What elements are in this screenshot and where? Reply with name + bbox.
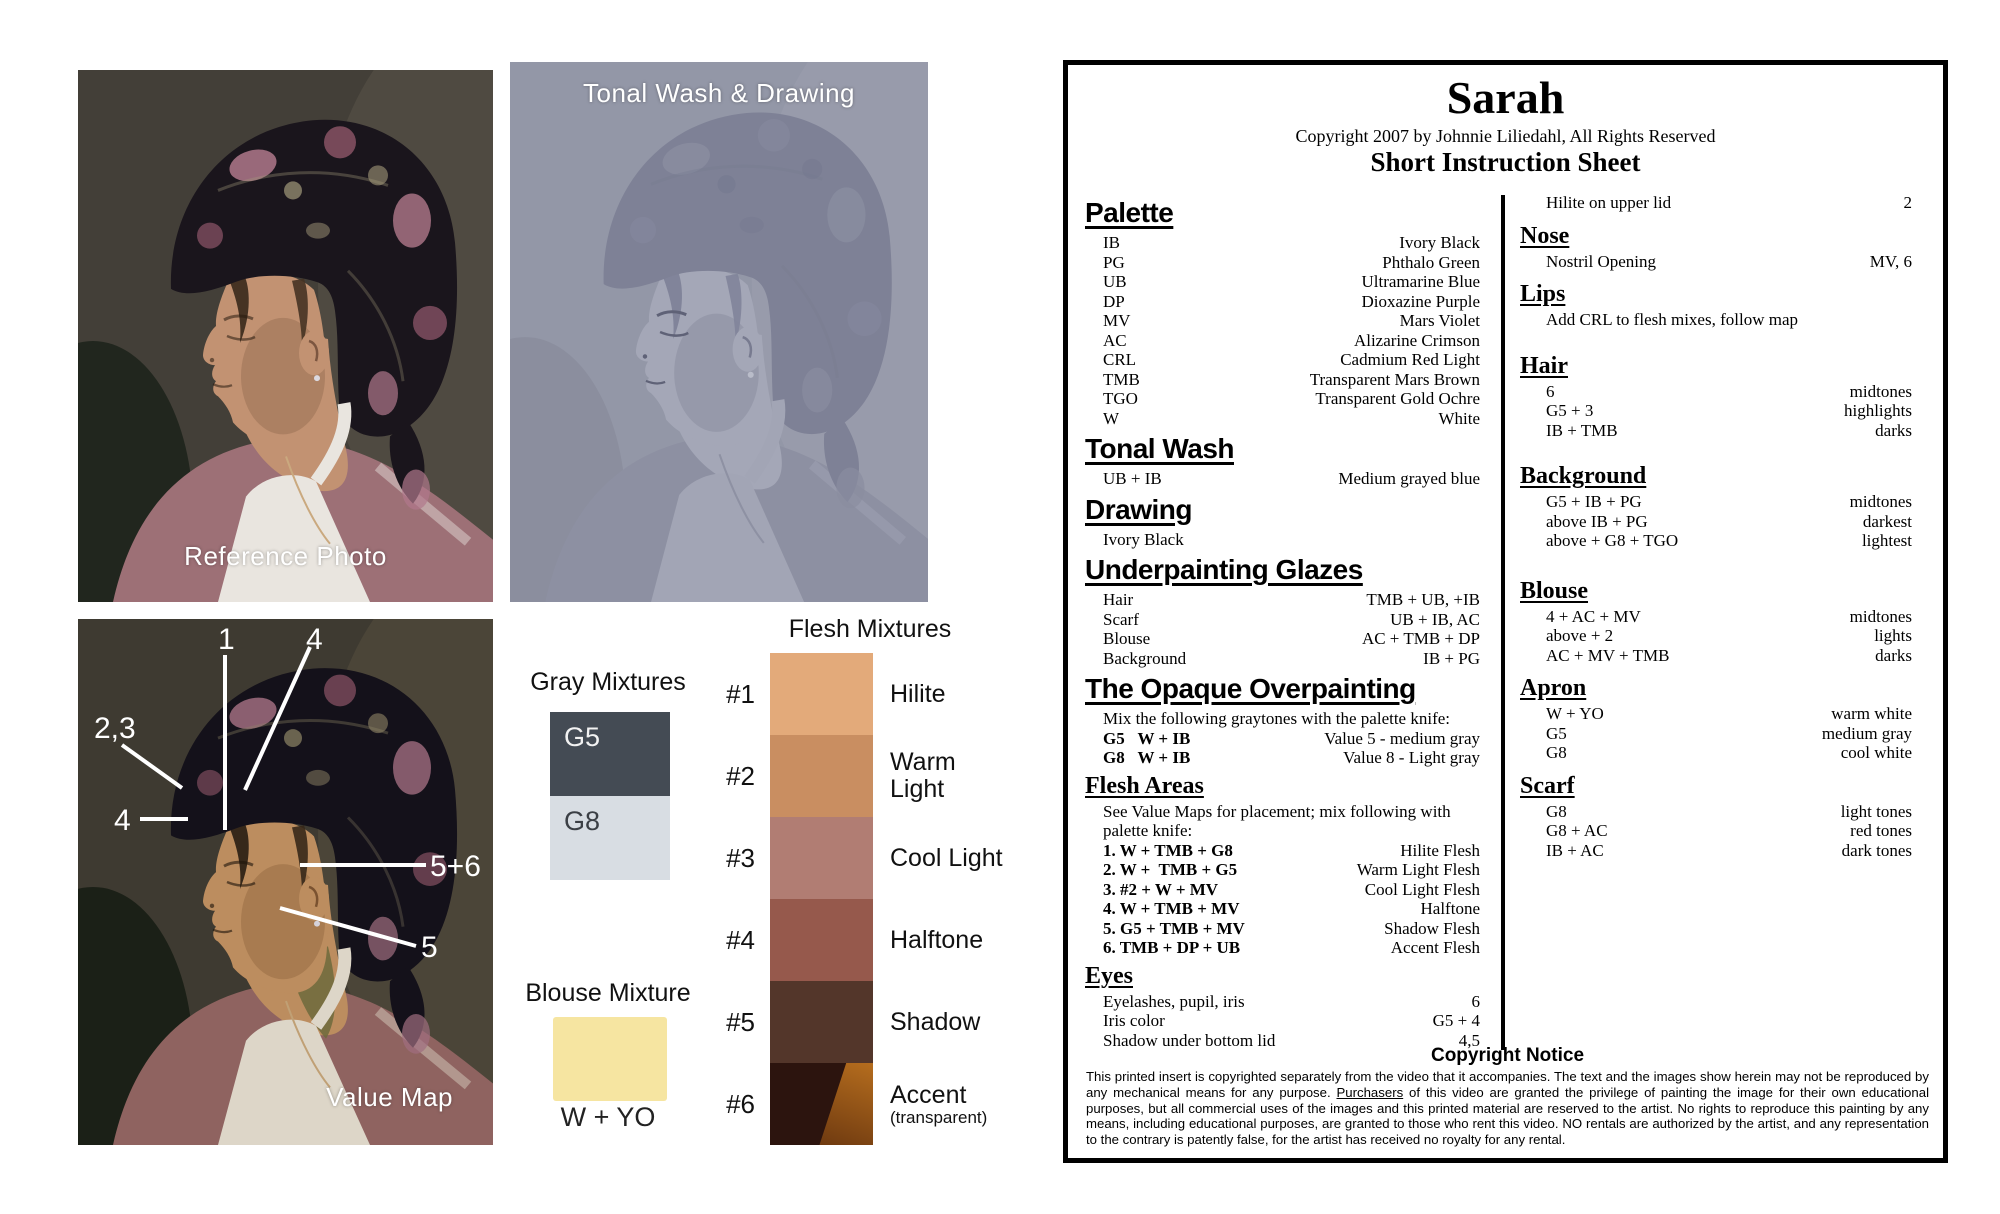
- row-label: W: [1103, 408, 1120, 428]
- instruction-row: [1085, 389, 1480, 409]
- row-value: midtones: [1849, 606, 1912, 626]
- instruction-row: [1085, 331, 1480, 351]
- row-value: IB + PG: [1423, 648, 1480, 668]
- row-label: G8 + AC: [1546, 821, 1608, 840]
- row-label: 5. G5 + TMB + MV: [1103, 918, 1245, 938]
- row-value: Cadmium Red Light: [1340, 350, 1480, 369]
- instruction-row: [1520, 743, 1912, 763]
- row-value: Hilite Flesh: [1400, 840, 1480, 860]
- flesh-number: #3: [726, 842, 755, 873]
- flesh-name-label: Cool Light: [890, 843, 1003, 872]
- gray-mixtures-swatch: [550, 712, 670, 880]
- flesh-swatch: [770, 1063, 873, 1145]
- sheet-right-column: [1520, 193, 1912, 869]
- instruction-row: [1085, 350, 1480, 370]
- instruction-row: [1520, 802, 1912, 822]
- flesh-mixture-names: [890, 653, 1014, 1145]
- row-label: above + 2: [1546, 626, 1614, 645]
- row-value: White: [1438, 408, 1480, 428]
- instruction-row: [1085, 469, 1480, 489]
- instruction-row: [1085, 292, 1480, 312]
- sheet-section: [1085, 962, 1480, 1051]
- instruction-row: [1085, 729, 1480, 749]
- section-heading: Blouse: [1520, 577, 1589, 604]
- section-heading: Scarf: [1520, 772, 1575, 799]
- instruction-row: [1085, 748, 1480, 768]
- blouse-mixture-formula: W + YO: [560, 1102, 656, 1132]
- flesh-name: [890, 735, 1014, 817]
- instruction-row: [1085, 841, 1480, 861]
- notice-text-post: of this video are granted the privilege of painting the image for their own educational purposes, but all commercial uses of the images and this printed material are reserved to the artist. No rights to reproduce this painting by any means, including educational purposes, are granted to those who rent this video. NO rentals are authorized by the artist, and any representation to the contrary is patently false, for the artist has received no royalty for any rental.: [1086, 1084, 1929, 1148]
- row-value: medium gray: [1821, 723, 1912, 743]
- instruction-row: [1520, 193, 1912, 213]
- row-label: G5 + IB + PG: [1546, 492, 1642, 511]
- row-value: Shadow Flesh: [1384, 918, 1480, 938]
- row-label: IB + AC: [1546, 840, 1604, 860]
- row-label: 4. W + TMB + MV: [1103, 899, 1240, 918]
- tonal-wash-image: [510, 62, 928, 602]
- row-value: lightest: [1861, 531, 1912, 550]
- flesh-name: [890, 653, 1014, 735]
- row-label: Scarf: [1103, 609, 1139, 629]
- row-value: Medium grayed blue: [1338, 469, 1480, 488]
- sheet-section: [1520, 577, 1912, 666]
- instruction-row: [1085, 272, 1480, 292]
- instruction-row: [1085, 530, 1480, 550]
- column-divider: [1501, 195, 1505, 1050]
- flesh-name-note: (transparent): [890, 1108, 988, 1127]
- instruction-row: [1085, 919, 1480, 939]
- section-intro: See Value Maps for placement; mix following with palette knife:: [1103, 801, 1451, 840]
- row-value: Dioxazine Purple: [1361, 291, 1480, 311]
- row-value: Value 8 - Light gray: [1343, 748, 1480, 767]
- instruction-row: [1085, 649, 1480, 669]
- sheet-section: [1520, 352, 1912, 441]
- row-label: 1. W + TMB + G8: [1103, 840, 1233, 860]
- section-heading: Lips: [1520, 281, 1566, 307]
- row-label: IB: [1103, 233, 1120, 252]
- row-value: Ivory Black: [1399, 233, 1480, 252]
- accent-glaze-patch: [819, 1063, 873, 1145]
- row-value: UB + IB, AC: [1390, 609, 1480, 629]
- sheet-section: [1085, 432, 1480, 489]
- flesh-swatch: [770, 653, 873, 735]
- row-value: AC + TMB + DP: [1361, 629, 1480, 648]
- row-value: TMB + UB, +IB: [1366, 590, 1480, 609]
- portrait-illustration: [78, 70, 493, 602]
- row-value: Halftone: [1420, 899, 1480, 918]
- row-value: red tones: [1850, 821, 1912, 840]
- row-value: Ultramarine Blue: [1361, 272, 1480, 291]
- flesh-name-label: Hilite: [890, 679, 946, 708]
- value-map-caption: Value Map: [326, 1082, 453, 1112]
- row-value: Cool Light Flesh: [1364, 879, 1480, 899]
- sheet-section: [1520, 772, 1912, 861]
- flesh-number: #5: [726, 1006, 755, 1037]
- instruction-row: [1520, 421, 1912, 441]
- g8-swatch: G8: [550, 796, 670, 880]
- sheet-section: [1520, 280, 1912, 330]
- sheet-section: [1520, 193, 1912, 213]
- row-label: 4 + AC + MV: [1546, 606, 1641, 626]
- row-label: G8: [1546, 801, 1567, 821]
- instruction-row: [1520, 492, 1912, 512]
- row-label: G8 W + IB: [1103, 748, 1191, 767]
- flesh-swatch: [770, 981, 873, 1063]
- row-label: UB + IB: [1103, 469, 1162, 488]
- g5-swatch: G5: [550, 712, 670, 796]
- flesh-number: #2: [726, 760, 755, 791]
- instruction-row: [1520, 512, 1912, 532]
- flesh-number: #6: [726, 1088, 755, 1119]
- instruction-row: [1520, 821, 1912, 841]
- section-heading: Flesh Areas: [1085, 772, 1204, 799]
- section-heading: Nose: [1520, 222, 1570, 249]
- instruction-row: [1085, 992, 1480, 1012]
- flesh-name-label: Warm Light: [890, 748, 956, 803]
- instruction-row: [1520, 531, 1912, 551]
- row-value: darks: [1875, 645, 1912, 665]
- vm-label-4-top: 4: [306, 623, 323, 656]
- flesh-mixture-numbers: [698, 653, 755, 1145]
- row-label: 2. W + TMB + G5: [1103, 860, 1238, 879]
- row-value: Alizarine Crimson: [1353, 330, 1480, 350]
- row-label: 6: [1546, 381, 1555, 401]
- row-value: 4,5: [1458, 1030, 1480, 1050]
- row-label: AC: [1103, 330, 1127, 350]
- instruction-row: [1520, 841, 1912, 861]
- row-label: TGO: [1103, 389, 1138, 408]
- instruction-row: [1085, 311, 1480, 331]
- instruction-row: [1520, 646, 1912, 666]
- row-label: CRL: [1103, 350, 1137, 369]
- gray-mixtures-title: Gray Mixtures: [530, 668, 686, 696]
- sheet-section: [1520, 674, 1912, 763]
- sheet-section: [1085, 553, 1480, 668]
- section-heading: Background: [1520, 463, 1647, 489]
- value-map-image: [78, 619, 493, 1145]
- row-label: 3. #2 + W + MV: [1103, 879, 1219, 899]
- row-value: light tones: [1840, 801, 1912, 821]
- notice-text-pre: This printed insert is copyrighted separately from the video that it accompanies. The text and the images show herein may not be reproduced by any mechanical means for any purpose.: [1086, 1069, 1929, 1100]
- portrait-illustration: [510, 62, 928, 602]
- blouse-mixture-title: Blouse Mixture: [525, 979, 691, 1007]
- instruction-row: [1085, 880, 1480, 900]
- flesh-name: [890, 817, 1014, 899]
- instruction-row: [1085, 610, 1480, 630]
- row-label: G5 W + IB: [1103, 728, 1191, 748]
- row-label: Hair: [1103, 590, 1134, 609]
- row-label: Iris color: [1103, 1011, 1165, 1030]
- row-label: AC + MV + TMB: [1546, 645, 1670, 665]
- instruction-row: [1085, 899, 1480, 919]
- row-label: Hilite on upper lid: [1546, 193, 1672, 212]
- row-label: DP: [1103, 291, 1125, 311]
- row-value: 6: [1471, 991, 1480, 1011]
- copyright-notice-heading: Copyright Notice: [1430, 1045, 1585, 1066]
- row-label: G8: [1546, 743, 1567, 762]
- instruction-row: [1085, 938, 1480, 958]
- row-value: Phthalo Green: [1382, 252, 1480, 272]
- instruction-row: [1520, 401, 1912, 421]
- instruction-sheet: [1063, 60, 1948, 1163]
- instruction-row: [1085, 233, 1480, 253]
- flesh-mixtures-title: Flesh Mixtures: [788, 615, 952, 643]
- sheet-copyright-line: Copyright 2007 by Johnnie Liliedahl, All Rights Reserved: [1295, 126, 1716, 146]
- row-label: Ivory Black: [1103, 529, 1184, 549]
- instruction-row: [1085, 253, 1480, 273]
- sheet-left-column: [1085, 193, 1480, 1054]
- instruction-row: [1085, 860, 1480, 880]
- row-label: W + YO: [1546, 704, 1604, 723]
- flesh-name-label: Accent: [890, 1081, 967, 1109]
- row-label: UB: [1103, 272, 1127, 291]
- section-heading: Eyes: [1085, 962, 1133, 989]
- instruction-row: [1520, 252, 1912, 272]
- vm-label-4-left: 4: [114, 804, 131, 837]
- row-label: PG: [1103, 252, 1125, 272]
- row-label: above IB + PG: [1546, 511, 1648, 531]
- row-label: G5 + 3: [1546, 401, 1594, 420]
- flesh-swatch: [770, 735, 873, 817]
- row-label: TMB: [1103, 369, 1140, 389]
- blouse-mixture-swatch: [553, 1017, 667, 1101]
- sheet-section: [1520, 222, 1912, 272]
- reference-photo-image: [78, 70, 493, 602]
- section-heading: Palette: [1085, 197, 1174, 228]
- instruction-row: [1520, 704, 1912, 724]
- tonal-wash-caption: Tonal Wash & Drawing: [582, 78, 856, 108]
- row-value: Warm Light Flesh: [1356, 860, 1480, 879]
- row-label: 6. TMB + DP + UB: [1103, 938, 1241, 957]
- row-value: Transparent Mars Brown: [1309, 369, 1480, 389]
- sheet-header: [1068, 73, 1943, 177]
- flesh-number: #4: [726, 924, 755, 955]
- instruction-row: [1520, 626, 1912, 646]
- section-heading: The Opaque Overpainting: [1085, 673, 1416, 704]
- vm-label-2-3: 2,3: [94, 712, 136, 745]
- flesh-name-label: Halftone: [890, 925, 984, 954]
- row-value: warm white: [1831, 704, 1912, 723]
- flesh-name: [890, 1063, 1014, 1145]
- sheet-section: [1085, 493, 1480, 550]
- row-label: Blouse: [1103, 629, 1151, 648]
- vm-label-5-6: 5+6: [430, 850, 481, 883]
- flesh-name: [890, 981, 1014, 1063]
- reference-photo-caption: Reference Photo: [184, 541, 387, 571]
- row-value: midtones: [1849, 492, 1912, 511]
- row-value: midtones: [1849, 381, 1912, 401]
- row-value: highlights: [1843, 401, 1912, 420]
- sheet-section: [1085, 672, 1480, 768]
- row-value: 2: [1903, 193, 1912, 212]
- sheet-section: [1085, 772, 1480, 958]
- sheet-section: [1085, 196, 1480, 428]
- row-value: Accent Flesh: [1390, 938, 1480, 957]
- row-value: Value 5 - medium gray: [1324, 728, 1480, 748]
- flesh-swatch: [770, 817, 873, 899]
- value-map-annotations: [78, 619, 493, 1145]
- row-value: darkest: [1862, 511, 1912, 531]
- flesh-mixture-swatches: [770, 653, 873, 1145]
- section-heading: Drawing: [1085, 493, 1192, 525]
- row-label: Add CRL to flesh mixes, follow map: [1546, 310, 1798, 329]
- sheet-subtitle: Short Instruction Sheet: [1370, 147, 1641, 177]
- instruction-row: [1520, 310, 1912, 330]
- vm-label-5: 5: [421, 931, 438, 964]
- instruction-row: [1085, 409, 1480, 429]
- row-value: G5 + 4: [1432, 1011, 1480, 1030]
- row-label: above + G8 + TGO: [1546, 531, 1679, 550]
- sheet-section: [1520, 462, 1912, 551]
- section-heading: Underpainting Glazes: [1085, 554, 1363, 585]
- section-heading: Tonal Wash: [1085, 433, 1234, 464]
- row-label: Shadow under bottom lid: [1103, 1030, 1276, 1050]
- notice-underlined-word: Purchasers: [1336, 1084, 1404, 1100]
- flesh-swatch: [770, 899, 873, 981]
- instruction-row: [1520, 607, 1912, 627]
- row-label: Nostril Opening: [1546, 251, 1657, 271]
- instruction-row: [1085, 370, 1480, 390]
- instruction-row: [1520, 724, 1912, 744]
- row-label: IB + TMB: [1546, 420, 1618, 440]
- copyright-notice: [1086, 1045, 1929, 1148]
- flesh-number: #1: [726, 678, 755, 709]
- flesh-name-label: Shadow: [890, 1007, 981, 1036]
- vm-label-1: 1: [218, 623, 235, 656]
- row-label: MV: [1103, 311, 1131, 330]
- instruction-row: [1085, 590, 1480, 610]
- section-intro: Mix the following graytones with the palette knife:: [1103, 709, 1451, 728]
- section-heading: Apron: [1520, 675, 1587, 701]
- copyright-notice-body: [1086, 1069, 1929, 1148]
- row-value: Transparent Gold Ochre: [1315, 389, 1480, 408]
- instruction-row: [1085, 1011, 1480, 1031]
- flesh-name: [890, 899, 1014, 981]
- sheet-title: Sarah: [1446, 72, 1565, 123]
- row-value: dark tones: [1841, 840, 1912, 860]
- instruction-row: [1520, 382, 1912, 402]
- row-value: lights: [1874, 626, 1912, 645]
- row-label: G5: [1546, 723, 1567, 743]
- row-value: cool white: [1840, 743, 1912, 762]
- row-label: Eyelashes, pupil, iris: [1103, 991, 1245, 1011]
- row-value: Mars Violet: [1399, 311, 1480, 330]
- row-value: darks: [1875, 420, 1912, 440]
- instruction-row: [1085, 629, 1480, 649]
- row-value: MV, 6: [1869, 251, 1912, 271]
- section-heading: Hair: [1520, 352, 1568, 379]
- row-label: Background: [1103, 648, 1187, 668]
